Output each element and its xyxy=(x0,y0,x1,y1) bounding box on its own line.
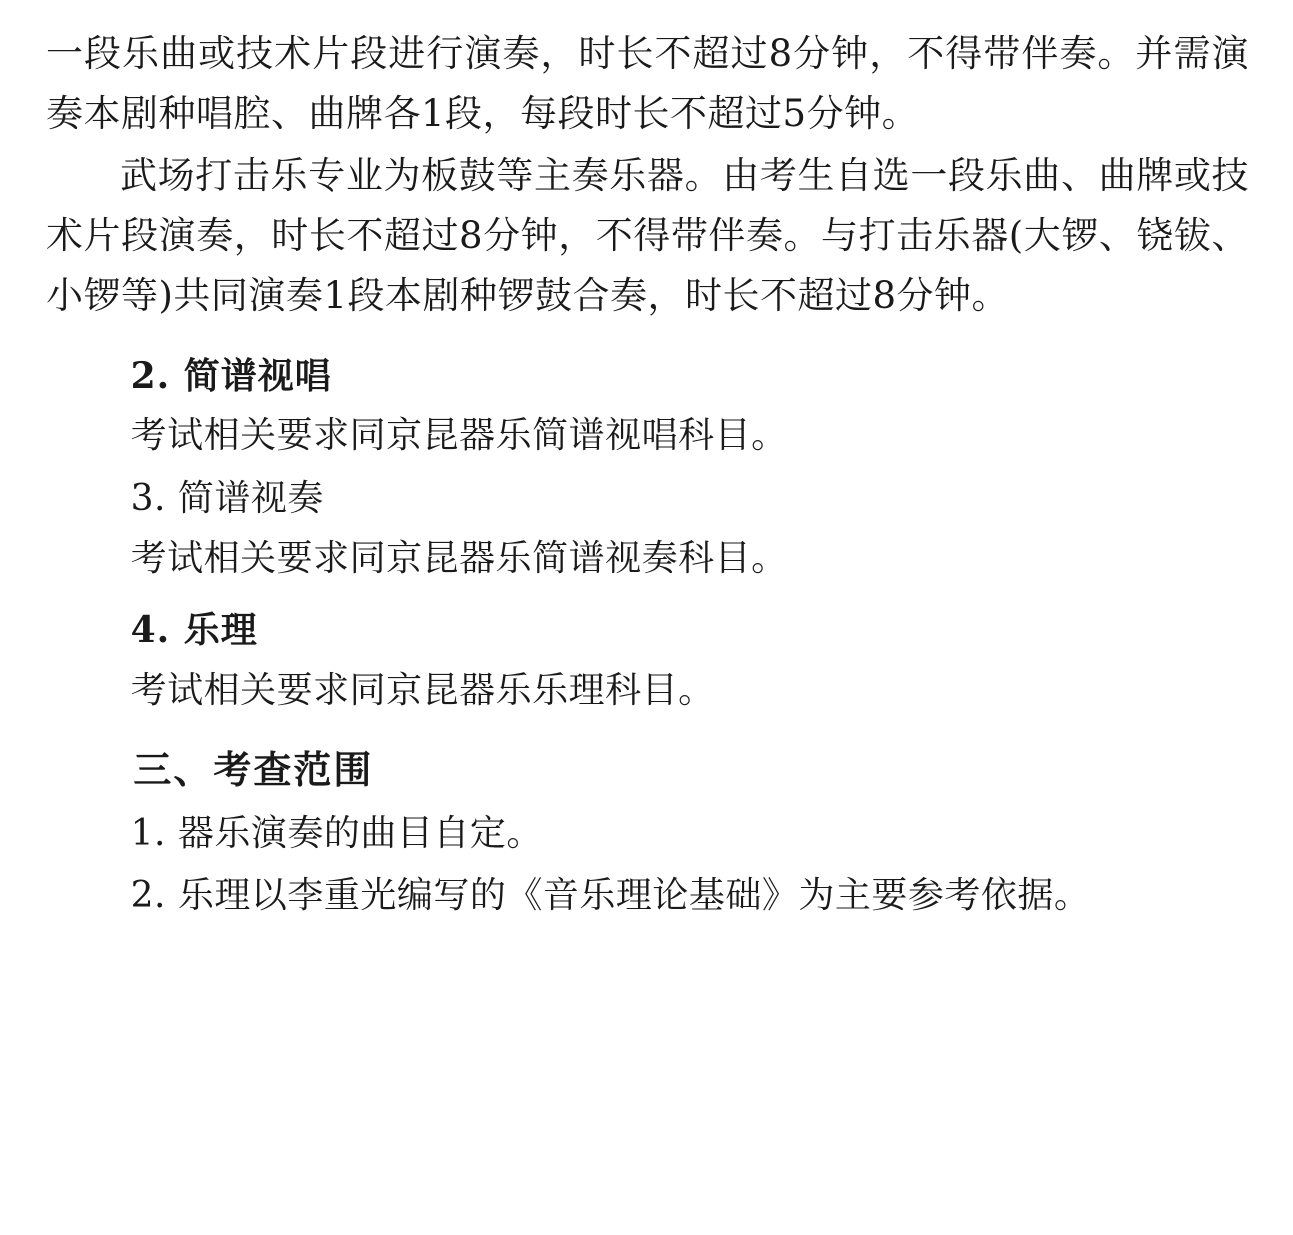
item-2-body: 考试相关要求同京昆器乐简谱视唱科目。 xyxy=(130,415,788,457)
item-3-heading: 3. 简谱视奏 xyxy=(130,477,324,519)
paragraph-percussion-major: 武场打击乐专业为板鼓等主奏乐器。由考生自选一段乐曲、曲牌或技术片段演奏，时长不超过8分钟，不得带伴奏。与打击乐器(大锣、铙钹、小锣等)共同演奏1段本剧种锣鼓合奏，时长不超过8分钟。 xyxy=(46,153,1249,317)
spacer xyxy=(46,328,1249,334)
section-examination-scope-heading: 三、考查范围 xyxy=(133,747,374,793)
item-3-body: 考试相关要求同京昆器乐简谱视奏科目。 xyxy=(130,537,788,579)
item-2-heading: 2. 简谱视唱 xyxy=(130,354,332,397)
scope-list-item-1: 1. 器乐演奏的曲目自定。 xyxy=(130,812,543,854)
scope-list-item-2: 2. 乐理以李重光编写的《音乐理论基础》为主要参考依据。 xyxy=(130,875,1091,917)
item-4-body: 考试相关要求同京昆器乐乐理科目。 xyxy=(130,669,715,711)
paragraph-wuchang-continuation: 一段乐曲或技术片段进行演奏，时长不超过8分钟，不得带伴奏。并需演奏本剧种唱腔、曲牌各1段，每段时长不超过5分钟。 xyxy=(46,32,1249,135)
item-4-heading: 4. 乐理 xyxy=(130,609,258,652)
